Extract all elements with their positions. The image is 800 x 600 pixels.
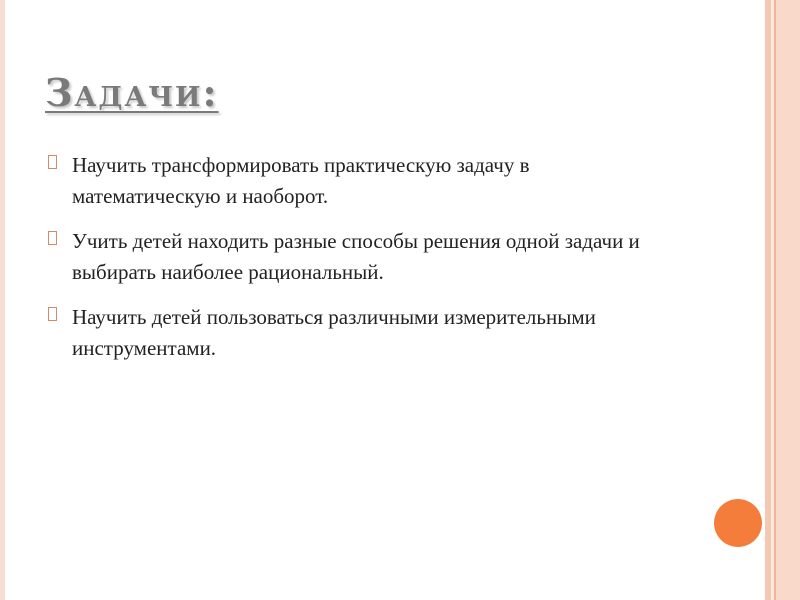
bullet-text: Научить детей пользоваться различными измерительными инструментами. [72,305,596,360]
bullet-item [48,226,668,288]
square-bullet-icon [48,307,57,321]
bullet-text: Учить детей находить разные способы решения одной задачи и выбирать наиболее рациональный. [72,229,640,284]
slide-title: Задачи: [45,70,219,115]
bullet-item [48,302,668,364]
right-border-stripe-inner [776,0,800,600]
square-bullet-icon [48,155,57,169]
orange-circle-decoration [714,499,762,547]
bullet-text: Научить трансформировать практическую задачу в математическую и наоборот. [72,153,530,208]
bullet-list [48,150,668,378]
square-bullet-icon [48,231,57,245]
left-border-stripe [0,0,5,600]
bullet-item [48,150,668,212]
